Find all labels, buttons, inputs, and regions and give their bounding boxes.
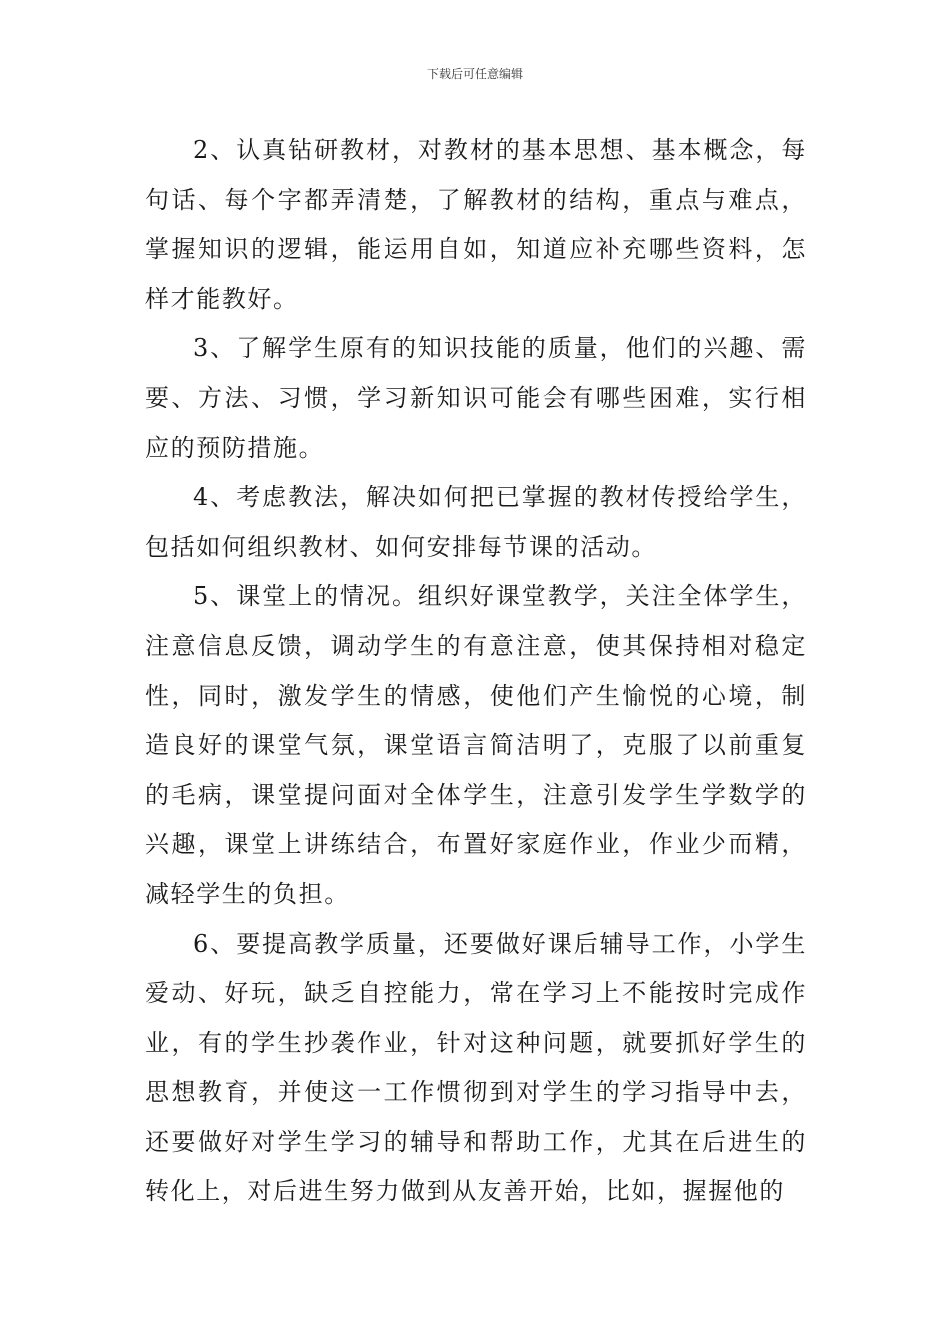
- page-header: 下载后可任意编辑: [426, 67, 523, 81]
- paragraph-4: 4、考虑教法，解决如何把已掌握的教材传授给学生，包括如何组织教材、如何安排每节课的活动。: [145, 483, 807, 561]
- paragraph-6: 6、要提高教学质量，还要做好课后辅导工作，小学生爱动、好玩，缺乏自控能力，常在学习上不能按时完成作业，有的学生抄袭作业，针对这种问题，就要抓好学生的思想教育，并使这一工作惯彻到对学生的学习指导中去，还要做好对学生学习的辅导和帮助工作，尤其在后进生的转化上，对后进生努力做到从友善开始，比如，握握他的: [145, 929, 807, 1206]
- paragraph-5: 5、课堂上的情况。组织好课堂教学，关注全体学生，注意信息反馈，调动学生的有意注意，使其保持相对稳定性，同时，激发学生的情感，使他们产生愉悦的心境，制造良好的课堂气氛，课堂语言简洁明了，克服了以前重复的毛病，课堂提问面对全体学生，注意引发学生学数学的兴趣，课堂上讲练结合，布置好家庭作业，作业少而精，减轻学生的负担。: [145, 582, 807, 908]
- document-body: [145, 126, 807, 1217]
- paragraph-2: 2、认真钻研教材，对教材的基本思想、基本概念，每句话、每个字都弄清楚，了解教材的结构，重点与难点，掌握知识的逻辑，能运用自如，知道应补充哪些资料，怎样才能教好。: [145, 136, 807, 313]
- paragraph-3: 3、了解学生原有的知识技能的质量，他们的兴趣、需要、方法、习惯，学习新知识可能会有哪些困难，实行相应的预防措施。: [145, 334, 807, 462]
